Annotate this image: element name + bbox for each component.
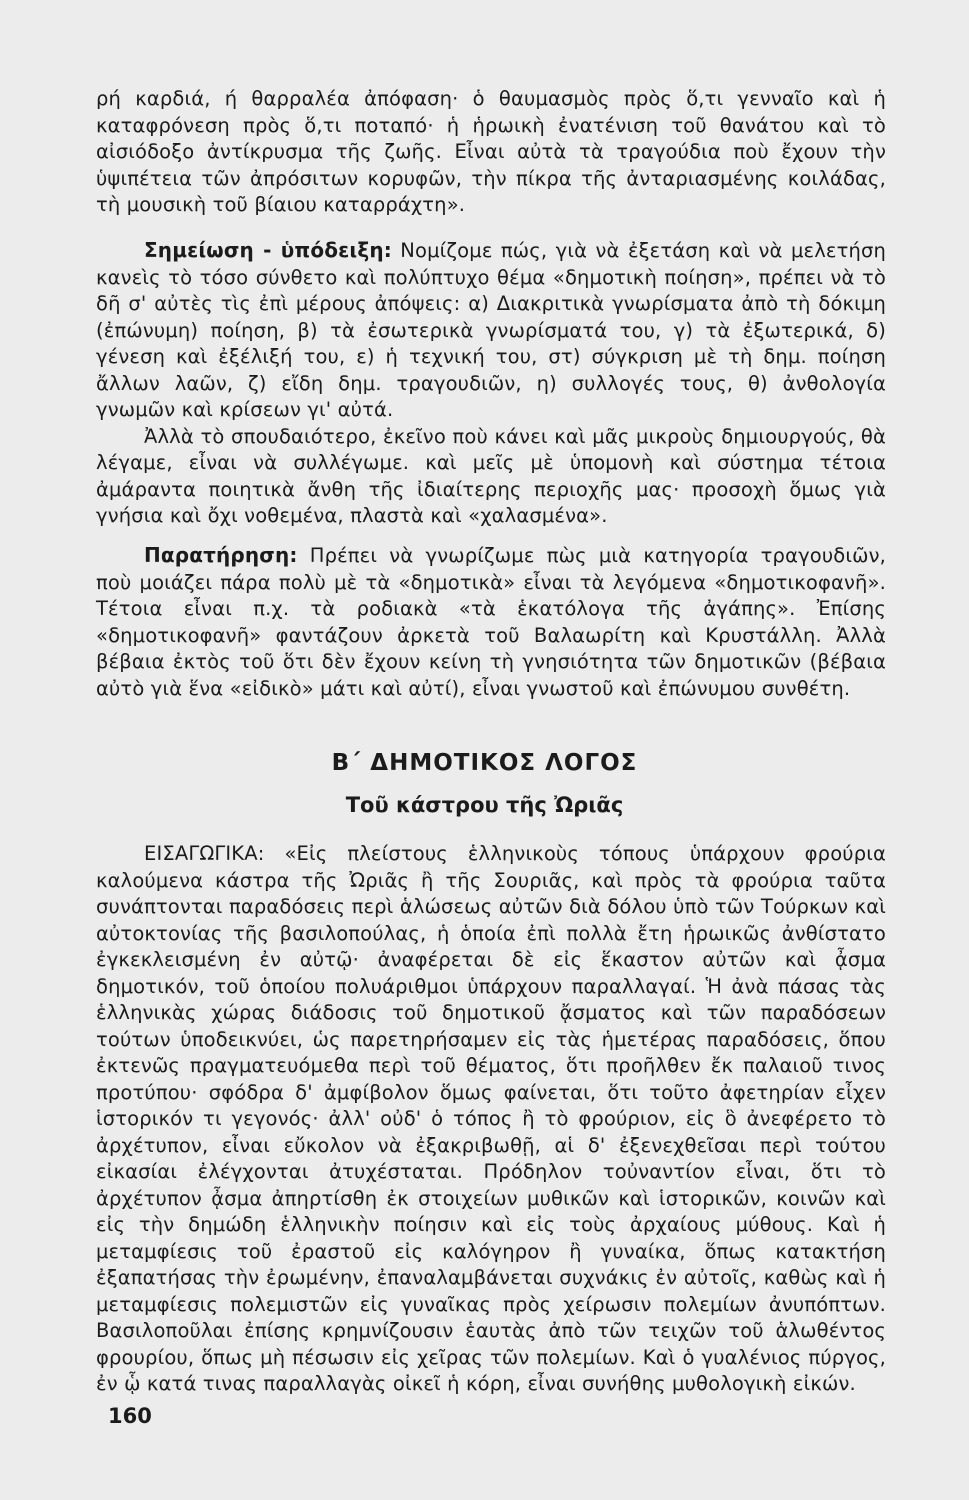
opening-paragraph: ρή καρδιά, ή θαρραλέα ἀπόφαση· ὁ θαυμασμὸς πρὸς ὅ,τι γενναῖο καὶ ἡ καταφρόνεση πρὸς ὅ,τι ποταπό· ἡ ἡρωικὴ ἐνατένιση τοῦ θανάτου καὶ τὸ αἰσιόδοξο ἀντίκρυσμα τῆς ζωῆς. Εἶναι αὐτὰ τὰ τραγούδια ποὺ ἔχουν τὴν ὑψιπέτεια τῶν ἀπρόσιτων κορυφῶν, τὴν πίκρα τῆς ἀνταριασμένης κοιλάδας, τὴ μουσικὴ τοῦ βίαιου καταρράχτη». <box>96 87 886 216</box>
section-subtitle: Τοῦ κάστρου τῆς Ὠριᾶς <box>345 793 624 817</box>
note-text: Νομίζομε πώς, γιὰ νὰ ἐξετάση καὶ νὰ μελετήση κανεὶς τὸ τόσο σύνθετο καὶ πολύπτυχο θέμα «δημοτικὴ ποίηση», πρέπει νὰ τὸ δῆ σ' αὐτὲς τὶς ἐπὶ μέρους ἀπόψεις: α) Διακριτικὰ γνωρίσματα ἀπὸ τὴ δόκιμη (ἐπώνυμη) ποίηση, β) τὰ ἐσωτερικὰ γνωρίσματά του, γ) τὰ ἐξωτερικά, δ) γένεση καὶ ἐξέλιξή του, ε) ἡ τεχνική του, στ) σύγκριση μὲ τὴ δημ. ποίηση ἄλλων λαῶν, ζ) εἴδη δημ. τραγουδιῶν, η) συλλογές τους, θ) ἀνθολογία γνωμῶν καὶ κρίσεων γι' αὐτά. <box>96 239 886 421</box>
intro-block <box>96 841 886 1398</box>
intro-paragraph <box>96 841 886 1398</box>
section-title: Β΄ ΔΗΜΟΤΙΚΟΣ ΛΟΓΟΣ <box>331 750 638 776</box>
intro-text: «Εἰς πλείστους ἑλληνικοὺς τόπους ὑπάρχουν φρούρια καλούμενα κάστρα τῆς Ὠριᾶς ἢ τῆς Σουριᾶς, καὶ πρὸς τὰ φρούρια ταῦτα συνάπτονται παραδόσεις περὶ ἁλώσεως αὐτῶν διὰ δόλου ὑπὸ τῶν Τούρκων καὶ αὐτοκτονίας τῆς βασιλοπούλας, ἡ ὁποία ἐπὶ πολλὰ ἔτη ἡρωικῶς ἀνθίστατο ἐγκεκλεισμένη ἐν αὐτῷ· ἀναφέρεται δὲ εἰς ἕκαστον αὐτῶν καὶ ᾆσμα δημοτικόν, τοῦ ὁποίου πολυάριθμοι ὑπάρχουν παραλλαγαί. Ἡ ἀνὰ πάσας τὰς ἑλληνικὰς χώρας διάδοσις τοῦ δημοτικοῦ ᾄσματος καὶ τῶν παραδόσεων τούτων ὑποδεικνύει, ὡς παρετηρήσαμεν εἰς τὰς ἡμετέρας παραδόσεις, ὅπου ἐκτενῶς πραγματευόμεθα περὶ τοῦ θέματος, ὅτι προῆλθεν ἔκ παλαιοῦ τινος προτύπου· σφόδρα δ' ἀμφίβολον ὅμως φαίνεται, ὅτι τοῦτο ἀφετηρίαν εἶχεν ἱστορικόν τι γεγονός· ἀλλ' οὐδ' ὁ τόπος ἢ τὸ φρούριον, εἰς ὃ ἀνεφέρετο τὸ ἀρχέτυπον, εἶναι εὔκολον νὰ ἐξακριβωθῇ, αἱ δ' ἐξενεχθεῖσαι περὶ τούτου εἰκασίαι ἐλέγχονται ἀτυχέσταται. Πρόδηλον τοὐναντίον εἶναι, ὅτι τὸ ἀρχέτυπον ᾆσμα ἀπηρτίσθη ἐκ στοιχείων μυθικῶν καὶ ἱστορικῶν, κοινῶν καὶ εἰς τὴν δημώδη ἑλληνικὴν ποίησιν καὶ εἰς τοὺς ἀρχαίους μύθους. Καὶ ἡ μεταμφίεσις τοῦ ἐραστοῦ εἰς καλόγηρον ἢ γυναίκα, ὅπως κατακτήση ἐξαπατήσας τὴν ἐρωμένην, ἐπαναλαμβάνεται συχνάκις ἐν αὐτοῖς, καθὼς καὶ ἡ μεταμφίεσις πολεμιστῶν εἰς γυναῖκας πρὸς χείρωσιν πολεμίων ἀνυπόπτων. Βασιλοποῦλαι ἐπίσης κρημνίζουσιν ἑαυτὰς ἀπὸ τῶν τειχῶν τοῦ ἁλωθέντος φρουρίου, ὅπως μὴ πέσωσιν εἰς χεῖρας τῶν πολεμίων. Καὶ ὁ γυαλένιος πύργος, ἐν ᾧ κατά τινας παραλλαγὰς οἰκεῖ ἡ κόρη, εἶναι συνήθης μυθολογικὴ εἰκών. <box>96 842 886 1395</box>
intro-label: ΕΙΣΑΓΩΓΙΚΑ: <box>144 842 265 865</box>
observation-paragraph <box>96 542 886 702</box>
opening-paragraph-block <box>96 86 886 219</box>
observation-block <box>96 542 886 702</box>
note-block <box>96 237 886 530</box>
note-paragraph <box>96 237 886 424</box>
observation-text: Πρέπει νὰ γνωρίζωμε πὼς μιὰ κατηγορία τραγουδιῶν, ποὺ μοιάζει πάρα πολὺ μὲ τὰ «δημοτικὰ» εἶναι τὰ λεγόμενα «δημοτικοφανῆ». Τέτοια εἶναι π.χ. τὰ ροδιακὰ «τὰ ἑκατόλογα τῆς ἀγάπης». Ἐπίσης «δημοτικοφανῆ» φαντάζουν ἀρκετὰ τοῦ Βαλαωρίτη καὶ Κρυστάλλη. Ἀλλὰ βέβαια ἐκτὸς τοῦ ὅτι δὲν ἔχουν κείνη τὴ γνησιότητα τῶν δημοτικῶν (βέβαια αὐτὸ γιὰ ἕνα «εἰδικὸ» μάτι καὶ αὐτί), εἶναι γνωστοῦ καὶ ἐπώνυμου συνθέτη. <box>96 544 886 700</box>
page-number: 160 <box>108 1404 152 1428</box>
observation-label: Παρατήρηση: <box>144 543 298 567</box>
note-continuation: Ἀλλὰ τὸ σπουδαιότερο, ἐκεῖνο ποὺ κάνει καὶ μᾶς μικροὺς δημιουργούς, θὰ λέγαμε, εἶναι νὰ συλλέγωμε. καὶ μεῖς μὲ ὑπομονὴ καὶ σύστημα τέτοια ἀμάραντα ποιητικὰ ἄνθη τῆς ἰδιαίτερης περιοχῆς μας· προσοχὴ ὅμως γιὰ γνήσια καὶ ὄχι νοθεμένα, πλαστὰ καὶ «χαλασμένα». <box>96 424 886 527</box>
note-label: Σημείωση - ὑπόδειξη: <box>144 238 392 262</box>
